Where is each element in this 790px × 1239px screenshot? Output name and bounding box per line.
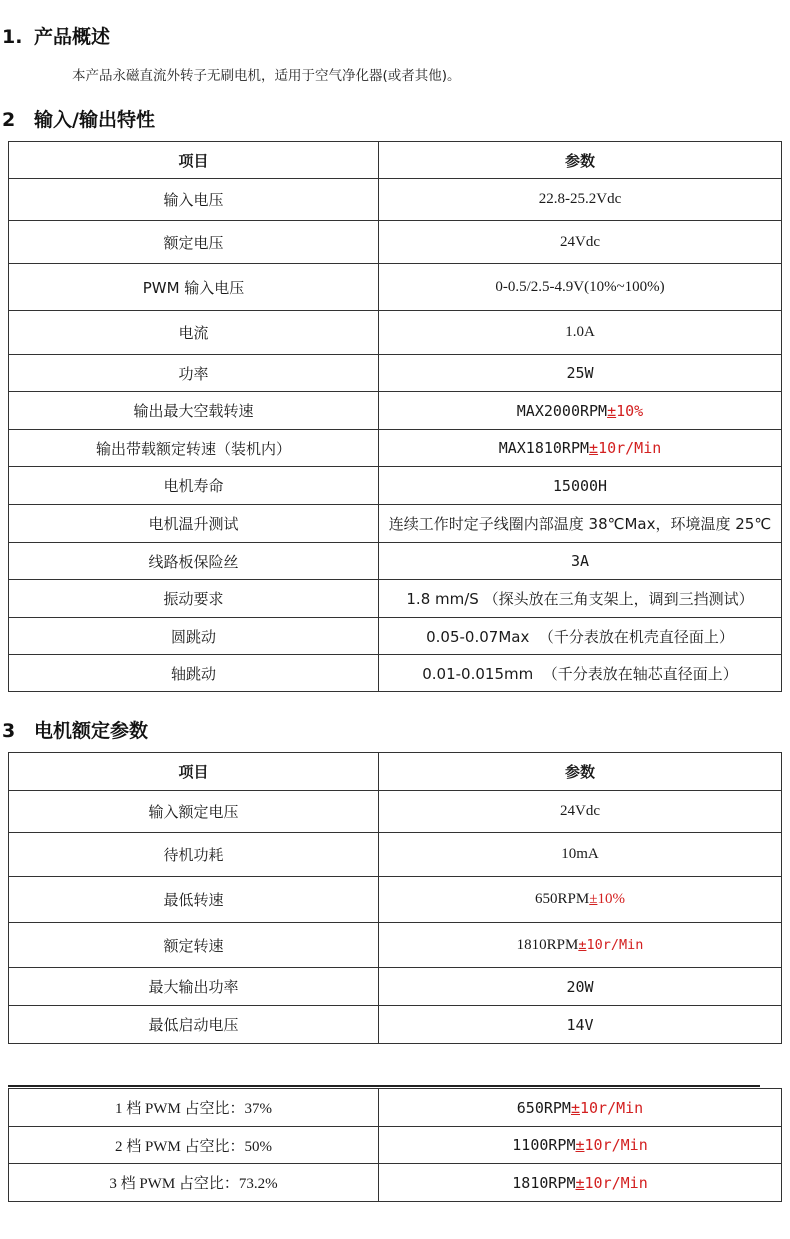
table-row: [9, 311, 782, 355]
rpm-value: 1100RPM: [512, 1136, 576, 1154]
tolerance-value: 10r/Min: [586, 936, 644, 953]
rpm-value: MAX2000RPM: [516, 401, 608, 420]
rpm-value: 650RPM: [535, 891, 590, 907]
table-row: [9, 655, 782, 692]
row-value: [379, 1127, 782, 1164]
row-item: 轴跳动: [9, 655, 379, 692]
row-value: [379, 430, 782, 467]
table-row: [9, 968, 782, 1006]
rpm-value: 1810RPM: [512, 1173, 576, 1192]
row-value: 1.0A: [379, 311, 782, 355]
row-item: 最低启动电压: [9, 1006, 379, 1044]
row-value: 0-0.5/2.5-4.9V(10%~100%): [379, 264, 782, 311]
section-1-title: 产品概述: [34, 26, 111, 48]
row-item: 输入额定电压: [9, 791, 379, 833]
table-row: [9, 505, 782, 543]
row-item: 3 档 PWM 占空比：73.2%: [9, 1164, 379, 1202]
tolerance: [589, 439, 661, 457]
tolerance: [571, 1099, 643, 1117]
table-row: [9, 1127, 782, 1164]
row-value: 3A: [379, 543, 782, 580]
row-value: 24Vdc: [379, 221, 782, 264]
section-3-number: 3: [2, 720, 16, 742]
row-value: [379, 1164, 782, 1202]
row-value: 0.05-0.07Max （千分表放在机壳直径面上）: [379, 618, 782, 655]
table-row: [9, 877, 782, 923]
section-2-title: 输入/输出特性: [34, 109, 155, 131]
row-item: 电流: [9, 311, 379, 355]
row-item: 额定电压: [9, 221, 379, 264]
row-item: 振动要求: [9, 580, 379, 618]
row-value: 1.8 mm/S （探头放在三角支架上，调到三挡测试）: [379, 580, 782, 618]
table-row: [9, 791, 782, 833]
row-item: 待机功耗: [9, 833, 379, 877]
row-item: 输出最大空载转速: [9, 392, 379, 430]
tolerance-value: 10%: [616, 401, 644, 420]
table-row: [9, 221, 782, 264]
header-item: 项目: [9, 142, 379, 179]
row-value: 20W: [379, 968, 782, 1006]
table-row: [9, 179, 782, 221]
row-value: 24Vdc: [379, 791, 782, 833]
header-param: 参数: [379, 753, 782, 791]
plus-minus-sign: ±: [589, 439, 599, 457]
table-row: [9, 1006, 782, 1044]
section-2-heading: [0, 105, 155, 132]
section-divider: [8, 1085, 760, 1087]
row-item: 最大输出功率: [9, 968, 379, 1006]
section-3-title: 电机额定参数: [34, 720, 149, 742]
table-row: [9, 355, 782, 392]
row-value: 连续工作时定子线圈内部温度 38℃Max，环境温度 25℃: [379, 505, 782, 543]
plus-minus-sign: ±: [578, 936, 587, 953]
row-item: 输入电压: [9, 179, 379, 221]
rpm-value: 650RPM: [516, 1098, 571, 1117]
table-row: [9, 1164, 782, 1202]
plus-minus-sign: ±: [607, 401, 617, 420]
row-item: 圆跳动: [9, 618, 379, 655]
tolerance-value: 10r/Min: [584, 1173, 648, 1192]
table-row: [9, 923, 782, 968]
row-value: 0.01-0.015mm （千分表放在轴芯直径面上）: [379, 655, 782, 692]
section-3-heading: [0, 716, 148, 743]
tolerance-value: 10%: [597, 891, 625, 907]
plus-minus-sign: ±: [570, 1098, 580, 1117]
tolerance-value: 10r/Min: [598, 439, 662, 457]
table-row: [9, 833, 782, 877]
table-row: [9, 467, 782, 505]
rpm-value: MAX1810RPM: [498, 439, 590, 457]
table-header-row: [9, 142, 782, 179]
row-item: 电机寿命: [9, 467, 379, 505]
rated-parameters-table: [8, 752, 782, 1044]
tolerance: [575, 1174, 647, 1192]
row-value: 14V: [379, 1006, 782, 1044]
row-value: 25W: [379, 355, 782, 392]
section-1-number: 1.: [2, 26, 23, 48]
row-item: 功率: [9, 355, 379, 392]
row-item: 2 档 PWM 占空比：50%: [9, 1127, 379, 1164]
row-item: 额定转速: [9, 923, 379, 968]
section-1-heading: [0, 22, 110, 49]
tolerance: [575, 1136, 647, 1154]
table-row: [9, 264, 782, 311]
row-value: [379, 877, 782, 923]
tolerance: [578, 937, 643, 953]
tolerance: [607, 402, 643, 420]
plus-minus-sign: ±: [575, 1136, 585, 1154]
tolerance-value: 10r/Min: [580, 1098, 644, 1117]
table-row: [9, 430, 782, 467]
pwm-duty-table: [8, 1088, 782, 1202]
rpm-value: 1810RPM: [516, 936, 579, 953]
row-value: 22.8-25.2Vdc: [379, 179, 782, 221]
plus-minus-sign: ±: [575, 1173, 585, 1192]
io-characteristics-table: [8, 141, 782, 692]
row-value: [379, 923, 782, 968]
table-row: [9, 618, 782, 655]
row-item: 线路板保险丝: [9, 543, 379, 580]
table-row: [9, 543, 782, 580]
header-item: 项目: [9, 753, 379, 791]
row-item: 1 档 PWM 占空比：37%: [9, 1089, 379, 1127]
table-row: [9, 580, 782, 618]
row-value: 10mA: [379, 833, 782, 877]
row-value: [379, 392, 782, 430]
section-2-number: 2: [2, 109, 16, 131]
tolerance: [589, 891, 625, 907]
row-value: 15000H: [379, 467, 782, 505]
header-param: 参数: [379, 142, 782, 179]
row-item: 输出带载额定转速（装机内）: [9, 430, 379, 467]
row-value: [379, 1089, 782, 1127]
table-row: [9, 392, 782, 430]
row-item: 最低转速: [9, 877, 379, 923]
table-row: [9, 1089, 782, 1127]
product-description: 本产品永磁直流外转子无刷电机，适用于空气净化器(或者其他)。: [72, 68, 461, 84]
row-item: 电机温升测试: [9, 505, 379, 543]
plus-minus-sign: ±: [589, 891, 598, 907]
row-item: PWM 输入电压: [9, 264, 379, 311]
tolerance-value: 10r/Min: [584, 1136, 648, 1154]
table-header-row: [9, 753, 782, 791]
